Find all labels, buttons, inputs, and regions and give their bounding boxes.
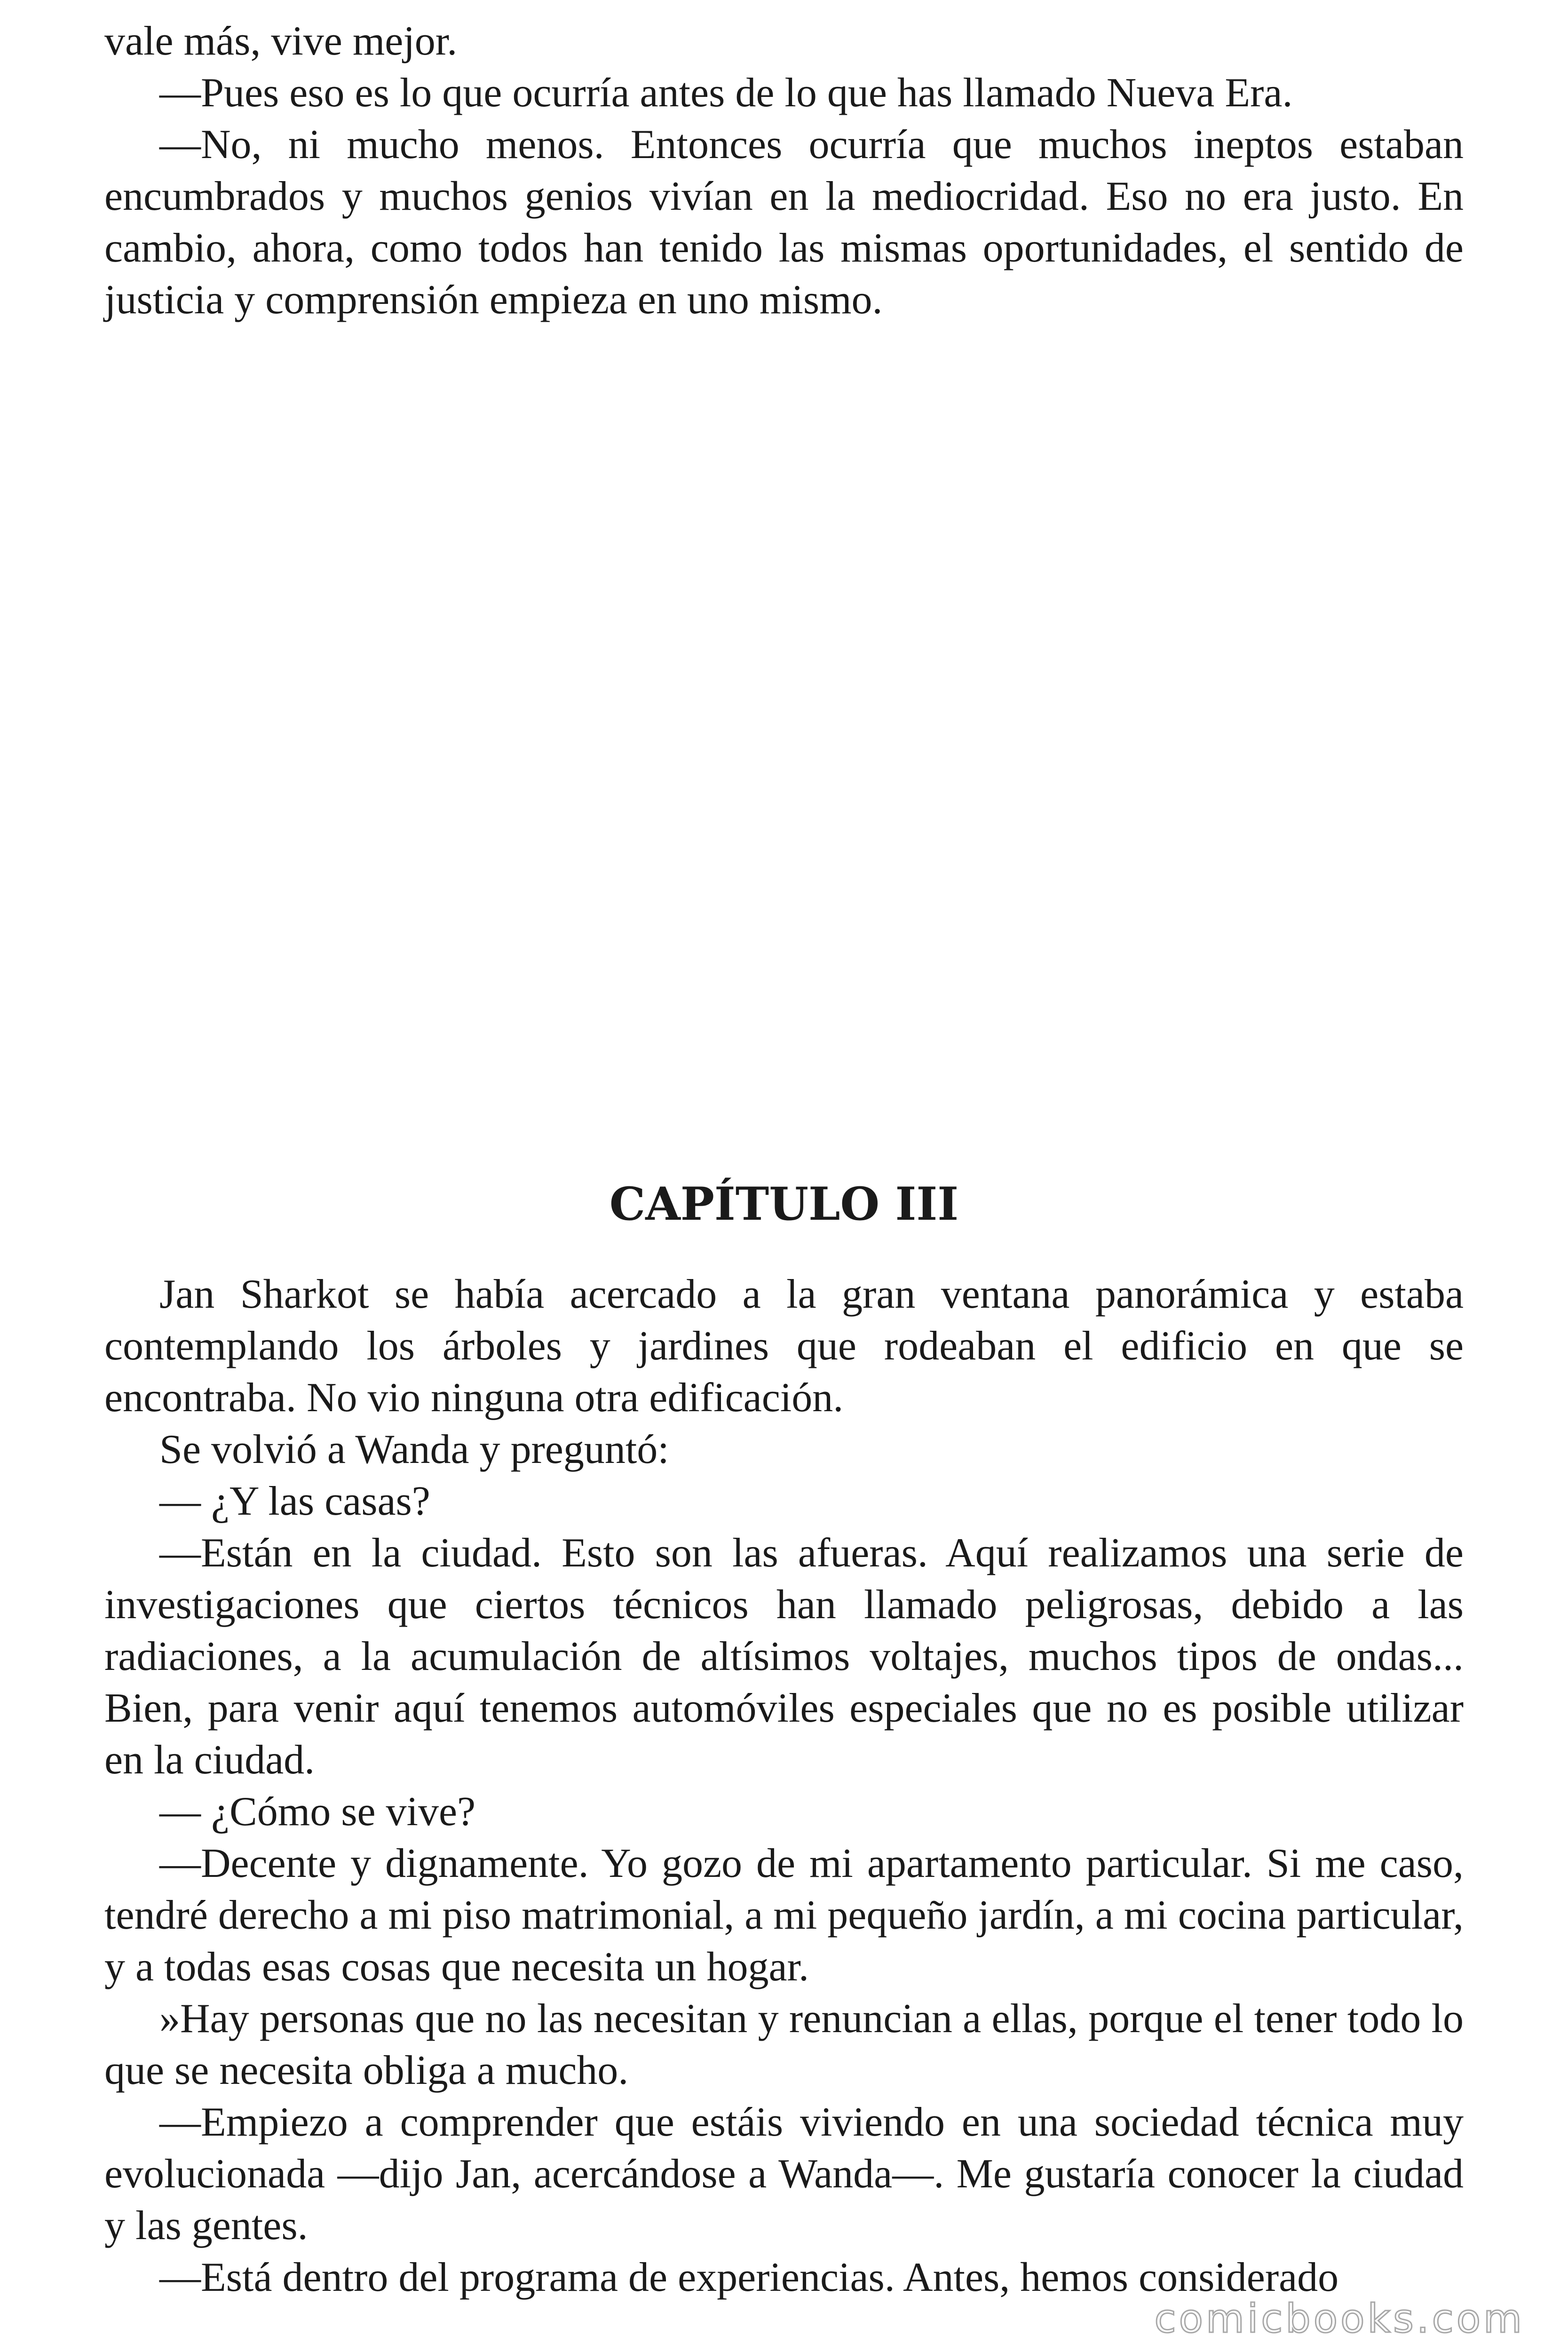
- chapter-section: [104, 1174, 1464, 2304]
- paragraph: —Pues eso es lo que ocurría antes de lo que has llamado Nueva Era.: [159, 70, 1293, 116]
- watermark: comicbooks.com: [1154, 2296, 1525, 2342]
- paragraph: — ¿Cómo se vive?: [159, 1789, 476, 1835]
- paragraph: — ¿Y las casas?: [159, 1478, 430, 1524]
- paragraph: —Están en la ciudad. Esto son las afueras. Aquí realizamos una serie de investigaciones que ciertos técnicos han llamado peligrosas, debido a las radiaciones, a la acumulación de altísimos voltajes, muchos tipos de ondas... Bien, para venir aquí tenemos automóviles especiales que no es posible utilizar en la ciudad.: [104, 1530, 1464, 1783]
- paragraph: —Está dentro del programa de experiencias. Antes, hemos considerado: [159, 2255, 1339, 2300]
- previous-chapter-ending: [104, 16, 1464, 326]
- paragraph: —Decente y dignamente. Yo gozo de mi apartamento particular. Si me caso, tendré derecho a mi piso matrimonial, a mi pequeño jardín, a mi cocina particular, y a todas esas cosas que necesita un hogar.: [104, 1841, 1464, 1990]
- paragraph: —Empiezo a comprender que estáis viviendo en una sociedad técnica muy evolucionada —dijo Jan, acercándose a Wanda—. Me gustaría conocer la ciudad y las gentes.: [104, 2099, 1464, 2249]
- paragraph: »Hay personas que no las necesitan y renuncian a ellas, porque el tener todo lo que se necesita obliga a mucho.: [104, 1996, 1464, 2093]
- paragraph: Jan Sharkot se había acercado a la gran ventana panorámica y estaba contemplando los árboles y jardines que rodeaban el edificio en que se encontraba. No vio ninguna otra edificación.: [104, 1271, 1464, 1421]
- paragraph: vale más, vive mejor.: [104, 18, 458, 64]
- paragraph: —No, ni mucho menos. Entonces ocurría que muchos ineptos estaban encumbrados y muchos genios vivían en la mediocridad. Eso no era justo. En cambio, ahora, como todos han tenido las mismas oportunidades, el sentido de justicia y comprensión empieza en uno mismo.: [104, 122, 1464, 323]
- paragraph: Se volvió a Wanda y preguntó:: [159, 1427, 669, 1472]
- chapter-title: CAPÍTULO III: [609, 1177, 959, 1231]
